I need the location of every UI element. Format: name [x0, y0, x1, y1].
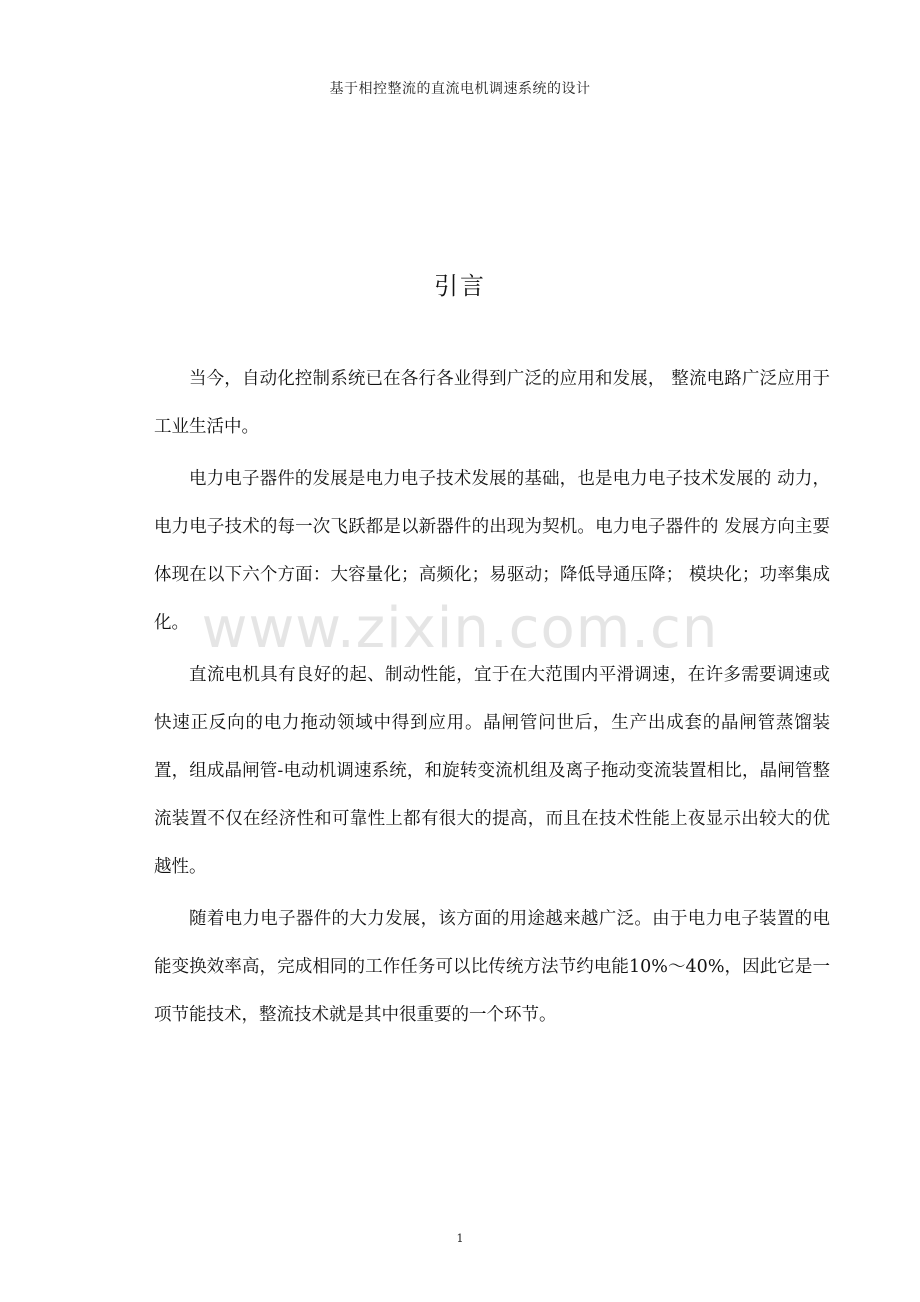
running-header: 基于相控整流的直流电机调速系统的设计 — [329, 81, 591, 97]
chapter-title: 引言 — [434, 272, 486, 300]
watermark: www.zixin.com.cn — [201, 596, 719, 661]
paragraph-2: 电力电子器件的发展是电力电子技术发展的基础，也是电力电子技术发展的 动力，电力电子技术的每一次飞跃都是以新器件的出现为契机。电力电子器件的 发展方向主要体现在以下六个方面：大容量化；高频化；易驱动；降低导通压降； 模块化；功率集成化。 — [154, 469, 830, 633]
paragraph-3: 直流电机具有良好的起、制动性能，宜于在大范围内平滑调速，在许多需要调速或快速正反向的电力拖动领域中得到应用。晶闸管问世后，生产出成套的晶闸管蒸馏装置，组成晶闸管-电动机调速系统，和旋转变流机组及离子拖动变流装置相比，晶闸管整流装置不仅在经济性和可靠性上都有很大的提高，而且在技术性能上夜显示出较大的优越性。 — [154, 665, 830, 877]
page-number: 1 — [456, 1232, 464, 1245]
paragraph-4: 随着电力电子器件的大力发展，该方面的用途越来越广泛。由于电力电子装置的电能变换效率高，完成相同的工作任务可以比传统方法节约电能10%～40%，因此它是一项节能技术，整流技术就是其中很重要的一个环节。 — [154, 909, 830, 1025]
body-text — [154, 355, 830, 1043]
paragraph-1: 当今，自动化控制系统已在各行各业得到广泛的应用和发展， 整流电路广泛应用于工业生活中。 — [154, 369, 830, 437]
